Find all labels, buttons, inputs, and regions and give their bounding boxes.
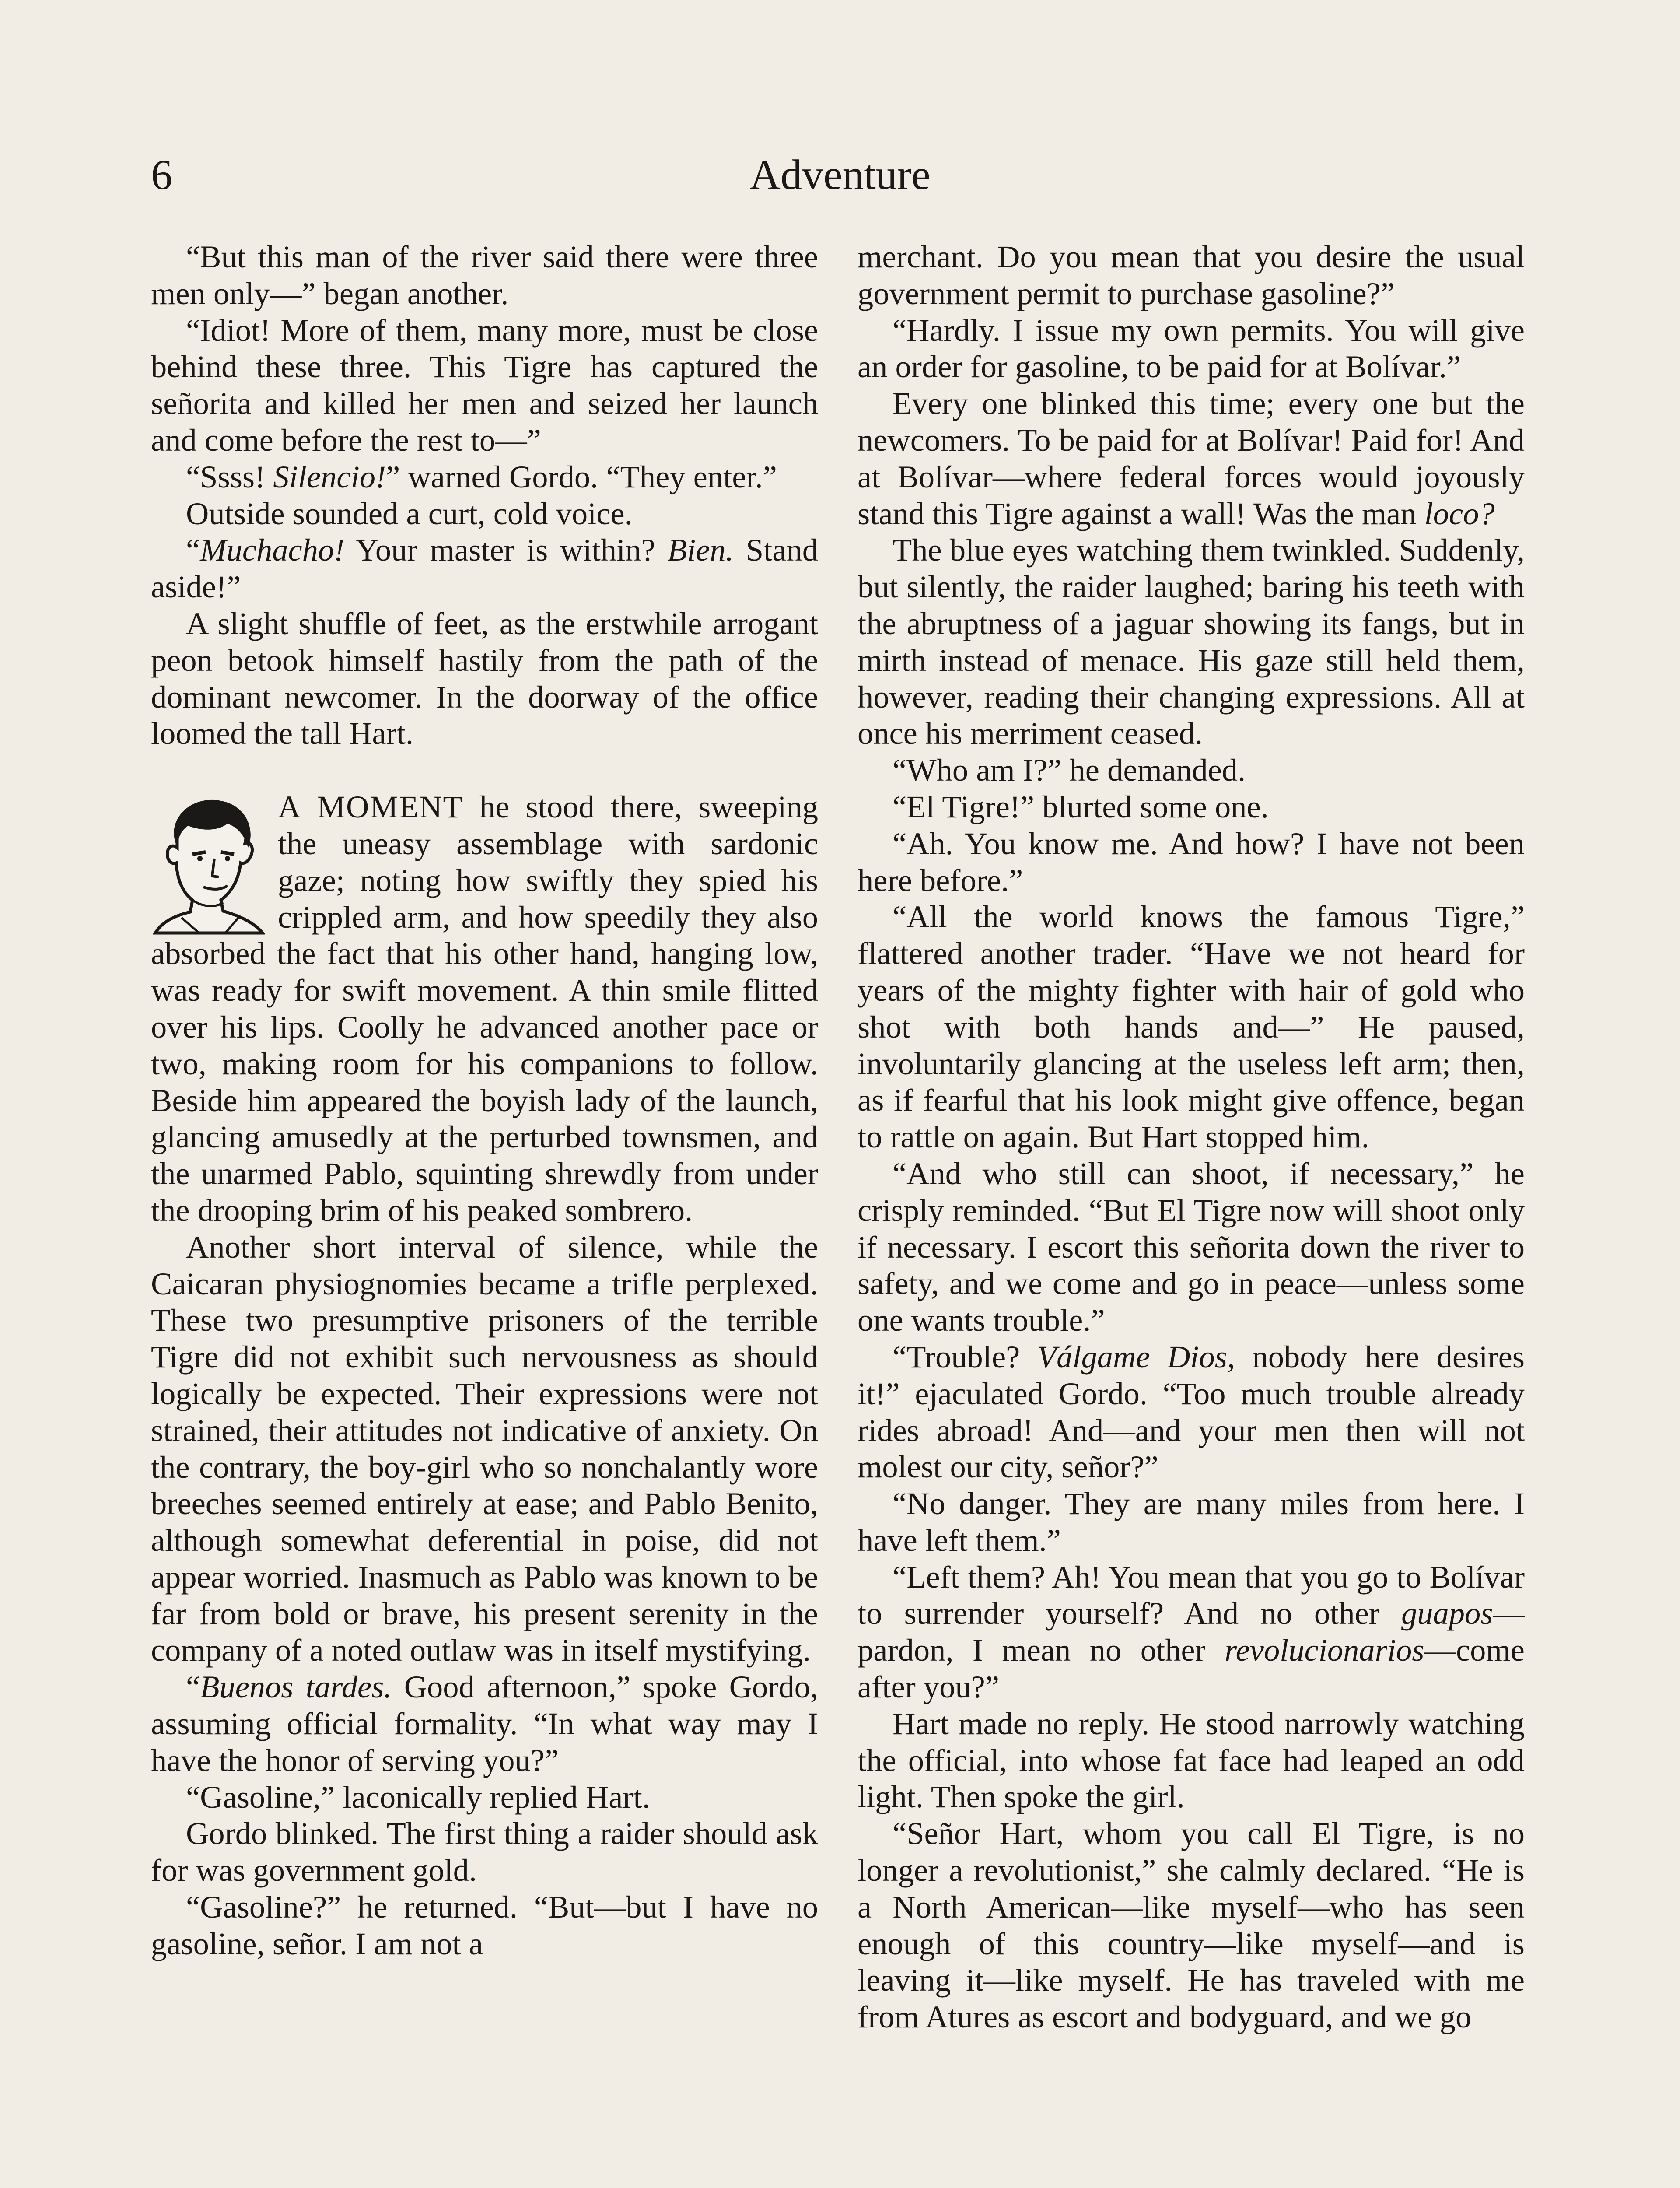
paragraph: “But this man of the river said there were three men only—” began another. [151,239,818,311]
paragraph: “El Tigre!” blurted some one. [892,789,1269,824]
magazine-title: Adventure [749,151,931,199]
paragraph: “Señor Hart, whom you call El Tigre, is no longer a revolutionist,” she calmly declared. “He is a North American—like myself—who has seen enough of this country—like myself—and is leaving it—like myself. He has traveled with me from Atures as escort and bodyguard, and we go [858,1816,1525,2035]
italic-text: Válgame Dios, [1037,1339,1236,1375]
paragraph [858,1559,1525,1705]
italic-text: revolucionarios [1225,1632,1424,1668]
paragraph: “All the world knows the famous Tigre,” flattered another trader. “Have we not heard for years of the mighty fighter with hair of gold who shot with both hands and—” He paused, involuntarily glancing at the useless left arm; then, as if fearful that his look might give offence, began to rattle on again. But Hart stopped him. [858,899,1525,1155]
paragraph: “Hardly. I issue my own permits. You will give an order for gasoline, to be paid for at Bolívar.” [858,312,1525,385]
paragraph [858,1339,1525,1485]
text-run: nobody here desires it!” ejaculated Gordo. “Too much trouble already rides abroad! And—and your men then will not molest our city, señor?” [858,1339,1525,1485]
italic-text: Bien. [667,532,734,568]
paragraph: Another short interval of silence, while the Caicaran physiognomies became a trifle perplexed. These two presumptive prisoners of the terrible Tigre did not exhibit such nervousness as should logically be expected. Their expressions were not strained, their attitudes not indicative of anxiety. On the contrary, the boy-girl who so nonchalantly wore breeches seemed entirely at ease; and Pablo Benito, although somewhat deferential in poise, did not appear worried. Inasmuch as Pablo was known to be far from bold or brave, his present serenity in the company of a noted outlaw was in itself mystifying. [151,1229,818,1668]
italic-text: Buenos tardes. [200,1669,392,1705]
paragraph: A slight shuffle of feet, as the erstwhile arrogant peon betook himself hastily from the path of the dominant newcomer. In the doorway of the office loomed the tall Hart. [151,605,818,751]
paragraph: “Who am I?” he demanded. [892,752,1246,788]
paragraph [151,1669,818,1778]
italic-text: Silencio! [273,459,386,494]
man-portrait-icon [151,793,265,935]
italic-text: guapos [1401,1595,1493,1631]
text-run: “ [186,1669,200,1705]
paragraph: “Gasoline?” he returned. “But—but I have no gasoline, señor. I am not a [151,1889,818,1961]
text-run: he stood there, sweeping the uneasy assemblage with sardonic gaze; noting how swiftly they spied his crippled arm, and how speedily they also absorbed the fact that his other hand, hanging low, was ready for swift movement. A thin smile flitted over his lips. Coolly he advanced another pace or two, making room for his companions to follow. Beside him appeared the boyish lady of the launch, glancing amusedly at the perturbed townsmen, and the unarmed Pablo, squinting shrewdly from under the drooping brim of his peaked sombrero. [151,789,818,1228]
italic-text: Muchacho! [200,532,345,568]
text-run: “ [186,532,200,568]
paragraph [151,532,818,605]
text-run: Your master is within? [344,532,668,568]
italic-text: loco? [1424,495,1495,531]
paragraph: The blue eyes watching them twinkled. Suddenly, but silently, the raider laughed; baring his teeth with the abruptness of a jaguar showing its fangs, but in mirth instead of menace. His gaze still held them, however, reading their changing expressions. All at once his merriment ceased. [858,532,1525,751]
text-run: “Left them? Ah! You mean that you go to Bolívar to surrender yourself? And no other [858,1559,1525,1631]
paragraph: Gordo blinked. The first thing a raider should ask for was government gold. [151,1816,818,1888]
text-run: —come after you?” [858,1632,1525,1705]
text-run: “Trouble? [892,1339,1037,1375]
page-number: 6 [151,151,172,199]
paragraph [151,459,818,495]
paragraph: “And who still can shoot, if necessary,” he crisply reminded. “But El Tigre now will shoot only if necessary. I escort this señorita down the river to safety, and we come and go in peace—unless some one wants trouble.” [858,1155,1525,1338]
lead-in-text: A MOMENT [278,789,463,825]
running-header [151,144,1529,206]
text-run: Good afternoon,” spoke Gordo, assuming official formality. “In what way may I have the honor of serving you?” [151,1669,818,1778]
left-column [151,238,818,1962]
paragraph: “No danger. They are many miles from here. I have left them.” [858,1486,1525,1558]
text-run: —pardon, I mean no other [858,1595,1525,1668]
paragraph: merchant. Do you mean that you desire the usual government permit to purchase gasoline?” [858,239,1525,311]
paragraph [858,385,1525,532]
text-run: “Ssss! [186,459,273,494]
paragraph: “Gasoline,” laconically replied Hart. [186,1779,650,1815]
paragraph: “Idiot! More of them, many more, must be close behind these three. This Tigre has captured the señorita and killed her men and seized her launch and come before the rest to—” [151,312,818,458]
right-column [858,238,1525,2035]
text-run: ” warned Gordo. “They enter.” [386,459,777,494]
paragraph: Hart made no reply. He stood narrowly watching the official, into whose fat face had leaped an odd light. Then spoke the girl. [858,1705,1525,1815]
paragraph: “Ah. You know me. And how? I have not been here before.” [858,825,1525,898]
text-run: Every one blinked this time; every one but the newcomers. To be paid for at Bolívar! Paid for! And at Bolívar—where federal forces would joyously stand this Tigre against a wall! Was the man [858,386,1525,531]
paragraph: Outside sounded a curt, cold voice. [186,495,633,531]
text-run: Stand aside!” [151,532,818,605]
section-opening-paragraph [151,789,818,1229]
